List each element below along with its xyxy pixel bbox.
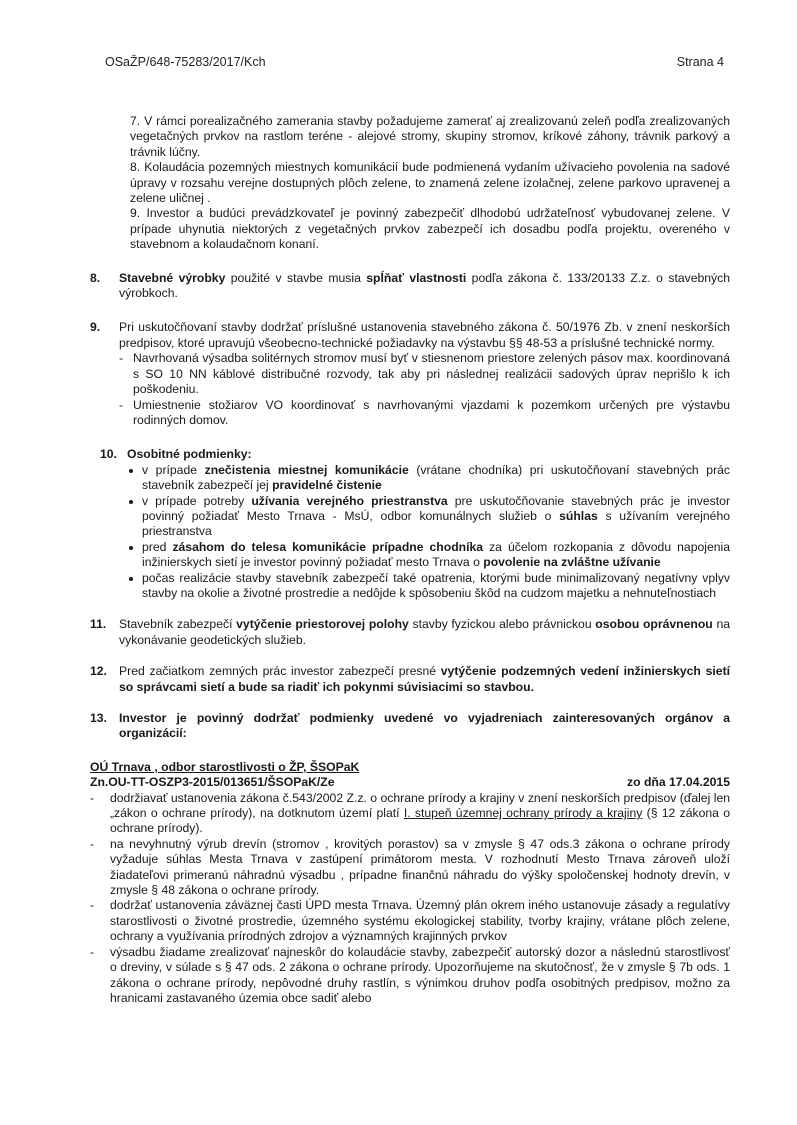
- item-number: 11.: [90, 617, 107, 632]
- sub-item-9: 9. Investor a budúci prevádzkovateľ je povinný zabezpečiť dlhodobú udržateľnosť vybudovanej zelene. V prípade uhynutia niektorých z vegetačných prvkov zabezpečí ich dosadbu podľa projektu, overeného v stavebnom a kolaudačnom konaní.: [130, 206, 730, 252]
- item-13: 13. Investor je povinný dodržať podmienky uvedené vo vyjadreniach zainteresovaných orgánov a organizácií:: [90, 711, 730, 741]
- sub-items: [130, 114, 730, 253]
- ou-title: OÚ Trnava , odbor starostlivosti o ŽP, ŠSOPaK: [90, 759, 360, 774]
- ou-section: [90, 760, 730, 1007]
- document-body: [90, 114, 730, 1006]
- list-item: pred zásahom do telesa komunikácie prípadne chodníka za účelom rozkopania z dôvodu napojenia inžinierskych sietí je investor povinný požiadať mesto Trnava o povolenie na zvláštne užívanie: [127, 540, 730, 571]
- item-number: 10.: [100, 447, 117, 462]
- item-10-title: Osobitné podmienky:: [127, 447, 252, 462]
- item-10: [90, 447, 730, 601]
- item-number: 9.: [90, 320, 101, 335]
- sub-item-8: 8. Kolaudácia pozemných miestnych komunikácií bude podmienená vydaním užívacieho povolenia na sadové úpravy v rozsahu verejne dostupných plôch zelene, to znamená zelene izolačnej, zelene parkovo upravenej a zelene uličnej .: [130, 160, 730, 206]
- item-11: 11. Stavebník zabezpečí vytýčenie priestorovej polohy stavby fyzickou alebo právnickou osobou oprávnenou na vykonávanie geodetických služieb.: [90, 617, 731, 647]
- ou-reference-line: [90, 775, 730, 790]
- sub-item-7: 7. V rámci porealizačného zamerania stavby požadujeme zamerať aj zrealizovanú zeleň podľa zrealizovaných vegetačných prvkov na rastlom teréne - alejové stromy, skupiny stromov, kríkové záhony, trávnik parkový a trávnik lúčny.: [130, 114, 730, 159]
- item-12: 12. Pred začiatkom zemných prác investor zabezpečí presné vytýčenie podzemných vedení inžinierskych sietí so správcami sietí a bude sa riadiť ich pokynmi súvisiacimi so stavbou.: [90, 664, 731, 694]
- list-item: - výsadbu žiadame zrealizovať najneskôr do kolaudácie stavby, zabezpečiť autorský dozor a následnú starostlivosť o dreviny, v súlade s § 47 ods. 2 zákona o ochrane prírody. Upozorňujeme na skutočnosť, že v zmysle § 7b ods. 1 zákona o ochrane prírody, nepôvodné druhy rastlín, s výnimkou druhov podľa osobitných predpisov, možno za hranicami zastavaného územia obce sadiť alebo: [90, 945, 730, 1007]
- item-number: 12.: [90, 664, 107, 679]
- list-item: - na nevyhnutný výrub drevín (stromov , krovitých porastov) sa v zmysle § 47 ods.3 zákona o ochrane prírody vyžaduje súhlas Mesta Trnava v zastúpení primátorom mesta. V rozhodnutí Mesto Trnava zároveň uloží žiadateľovi primeranú náhradnú výsadbu , prípadne finančnú náhradu do výšky spoločenskej hodnoty drevín, v zmysle § 48 zákona o ochrane prírody.: [90, 837, 730, 899]
- item-8: 8. Stavebné výrobky použité v stavbe musia spĺňať vlastnosti podľa zákona č. 133/20133 Z.z. o stavebných výrobkoch.: [90, 270, 730, 301]
- page-number: Strana 4: [676, 55, 724, 69]
- list-item: - Navrhovaná výsadba solitérnych stromov musí byť v stiesnenom priestore zelených pásov max. koordinovaná s SO 10 NN káblové distribučné rozvody, tak aby pri následnej realizácii sadových úprav neprišlo k ich poškodeniu.: [119, 351, 730, 397]
- list-item: v prípade znečistenia miestnej komunikácie (vrátane chodníka) pri uskutočňovaní stavebných prác stavebník zabezpečí jej pravidelné čistenie: [127, 463, 730, 494]
- list-item: - Umiestnenie stožiarov VO koordinovať s navrhovanými vjazdami k pozemkom určených pre výstavbu rodinných domov.: [119, 398, 730, 429]
- list-item: počas realizácie stavby stavebník zabezpečí také opatrenia, ktorými bude minimalizovaný negatívny vplyv stavby na okolie a životné prostredie a nedôjde k spôsobeniu škôd na cudzom majetku a nehnuteľnostiach: [127, 571, 730, 602]
- ou-date: zo dňa 17.04.2015: [627, 775, 730, 790]
- item-9-text: Pri uskutočňovaní stavby dodržať príslušné ustanovenia stavebného zákona č. 50/1976 Zb. v znení neskorších predpisov, ktoré upravujú všeobecno-technické požiadavky na výstavbu §§ 48-53 a príslušné technické normy.: [119, 320, 730, 350]
- list-item: - dodržať ustanovenia záväznej časti ÚPD mesta Trnava. Územný plán okrem iného ustanovuje zásady a regulatívy starostlivosti o životné prostredie, územného systému ekologickej stability, tvorby krajiny, vrátane plôch zelene, ochrany a využívania prírodných zdrojov a významných krajinných prvkov: [90, 898, 730, 944]
- list-item: - dodržiavať ustanovenia zákona č.543/2002 Z.z. o ochrane prírody a krajiny v znení neskorších predpisov (ďalej len „zákon o ochrane prírody), na dotknutom území platí I. stupeň územnej ochrany prírody a krajiny (§ 12 zákona o ochrane prírody).: [90, 791, 730, 837]
- item-number: 8.: [90, 270, 101, 285]
- ou-reference: Zn.OU-TT-OSZP3-2015/013651/ŠSOPaK/Ze: [90, 775, 335, 790]
- item-9: [90, 320, 730, 428]
- item-number: 13.: [90, 711, 107, 725]
- document-reference: OSaŽP/648-75283/2017/Kch: [105, 55, 266, 69]
- list-item: v prípade potreby užívania verejného priestranstva pre uskutočňovanie stavebných prác je investor povinný požiadať Mesto Trnava - MsÚ, odbor komunálnych služieb o súhlas s užívaním verejného priestranstva: [127, 494, 730, 540]
